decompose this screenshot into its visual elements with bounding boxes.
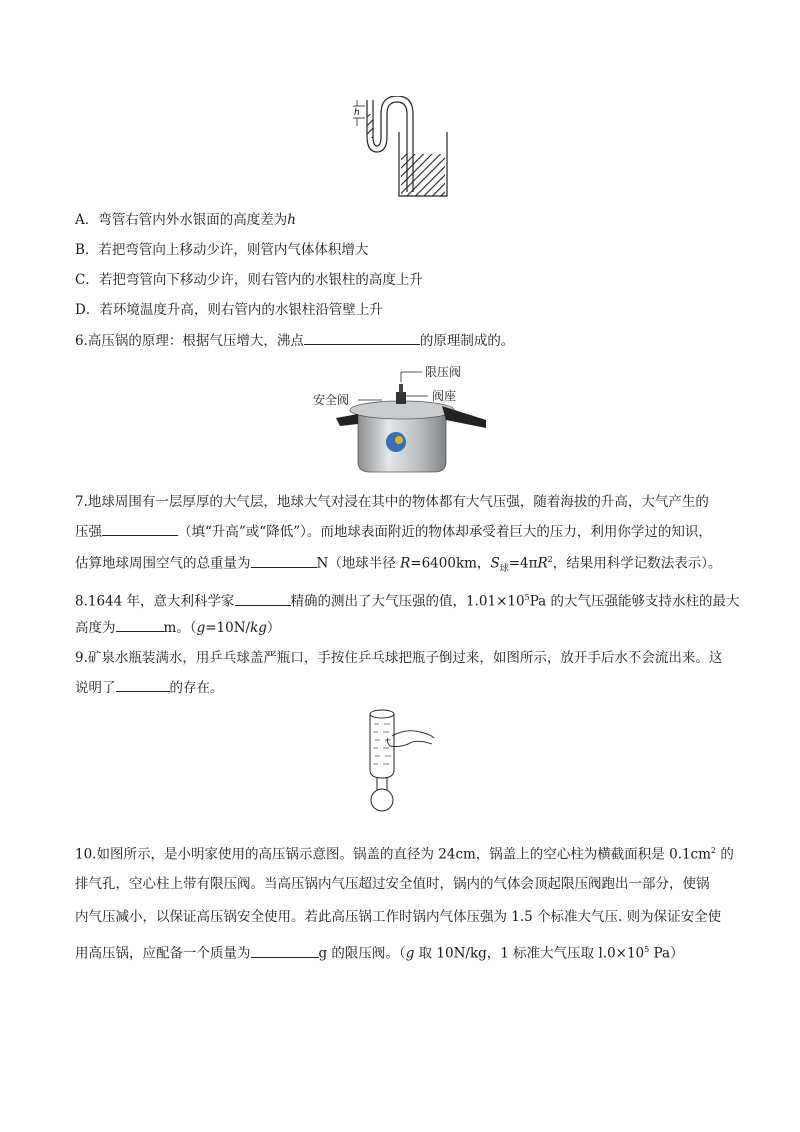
q9-l2-post: 的存在。 (169, 680, 224, 696)
q6-text (75, 330, 514, 351)
q8-l2-pre: 高度为 (75, 620, 116, 636)
u-tube-figure (345, 96, 455, 201)
q7-l3-b: =6400km， (410, 555, 491, 572)
q5-option-b: B．若把弯管向上移动少许，则管内气体体积增大 (75, 242, 369, 258)
q5-option-d: D．若环境温度升高，则右管内的水银柱沿管壁上升 (75, 302, 383, 318)
q10-l4-c: Pa） (649, 945, 684, 962)
q9-answer-blank[interactable] (116, 677, 170, 692)
q10-l1-sup: 2 (710, 846, 717, 855)
q7-l3-pre: 估算地球周围空气的总重量为 (75, 555, 251, 572)
q10-l4-a: g 的限压阀。（ (318, 945, 406, 962)
label-valve-safety: 安全阀 (313, 393, 350, 407)
q10-line-2: 排气孔，空心柱上带有限压阀。当高压锅内气压超过安全值时，锅内的气体会顶起限压阀跑出一部分，使锅 (75, 876, 710, 892)
q8-answer-blank-1[interactable] (235, 591, 291, 606)
q7-l3-sub: 球 (499, 564, 509, 575)
label-valve-limit: 限压阀 (425, 365, 462, 379)
q8-l2-g: g (196, 620, 206, 636)
q7-line-1: 7.地球周围有一层厚厚的大气层，地球大气对浸在其中的物体都有大气压强，随着海拔的升高，大气产生的 (75, 494, 709, 510)
q8-answer-blank-2[interactable] (116, 617, 164, 632)
q6-post: 的原理制成的。 (419, 333, 515, 349)
q10-l4-pre: 用高压锅，应配备一个质量为 (75, 945, 251, 962)
q6-pre: 6.高压锅的原理：根据气压增大，沸点 (75, 333, 304, 349)
q7-l3-a: N（地球半径 (316, 555, 401, 572)
q10-l4-g: g (405, 945, 415, 962)
q8-l1-pre: 8.1644 年，意大利科学家 (75, 593, 235, 610)
q7-l3-R2: R (537, 555, 548, 572)
q7-l2-pre: 压强 (75, 524, 102, 540)
q8-l2-a: m。（ (163, 620, 197, 636)
q5-option-a-text: A．弯管右管内外水银面的高度差为 (75, 212, 288, 228)
q10-line-1 (75, 841, 734, 865)
label-valve-seat: 阀座 (432, 389, 457, 403)
q7-l3-sup: 2 (547, 555, 553, 564)
q10-line-4 (75, 940, 684, 964)
inverted-bottle-figure (358, 706, 438, 822)
q7-answer-blank-1[interactable] (102, 521, 178, 536)
q7-answer-blank-2[interactable] (251, 553, 317, 568)
q5-option-a (75, 210, 296, 230)
q8-l2-b: =10N/ (205, 620, 251, 636)
q9-line-1: 9.矿泉水瓶装满水，用乒乓球盖严瓶口，手按住乒乓球把瓶子倒过来，如图所示，放开手后水不会流出来。这 (75, 650, 723, 666)
q7-l3-c: =4π (508, 555, 538, 572)
pressure-cooker-figure (330, 362, 490, 474)
q8-l2-kg: kg (250, 620, 267, 636)
q10-answer-blank[interactable] (251, 943, 319, 958)
q7-l3-S: S (490, 555, 500, 572)
h-label: h (354, 108, 360, 118)
q8-l1-a: 精确的测出了大气压强的值，1.01×10 (290, 593, 525, 610)
q10-line-3: 内气压减小，以保证高压锅安全使用。若此高压锅工作时锅内气体压强为 1.5 个标准大气压. 则为保证安全使 (75, 909, 722, 925)
q10-l1-a: 10.如图所示，是小明家使用的高压锅示意图。锅盖的直径为 24cm，锅盖上的空心柱为横截面积是 0.1cm (75, 846, 711, 863)
q6-answer-blank[interactable] (304, 330, 420, 345)
q9-l2-pre: 说明了 (75, 680, 116, 696)
q8-line-1 (75, 588, 740, 612)
q10-l4-b: 取 10N/kg，1 标准大气压取 l.0×10 (414, 945, 645, 962)
q8-l2-c: ） (266, 620, 281, 636)
q5-option-a-var: h (287, 212, 296, 228)
q7-l3-R: R (400, 555, 411, 572)
q9-line-2 (75, 677, 224, 698)
q7-line-3 (75, 550, 722, 579)
q10-l1-b: 的 (716, 846, 734, 863)
q7-l2-post: （填“升高”或“降低”）。而地球表面附近的物体却承受着巨大的压力，利用你学过的知识， (178, 524, 712, 540)
q8-line-2 (75, 617, 280, 638)
q10-l4-sup: 5 (644, 945, 650, 954)
q8-l1-b: Pa 的大气压强能够支持水柱的最大 (529, 593, 740, 610)
q7-l3-d: ，结果用科学记数法表示）。 (552, 555, 722, 572)
q8-l1-sup: 5 (524, 593, 530, 602)
q7-line-2 (75, 521, 712, 542)
q5-option-c: C．若把弯管向下移动少许，则右管内的水银柱的高度上升 (75, 272, 423, 288)
